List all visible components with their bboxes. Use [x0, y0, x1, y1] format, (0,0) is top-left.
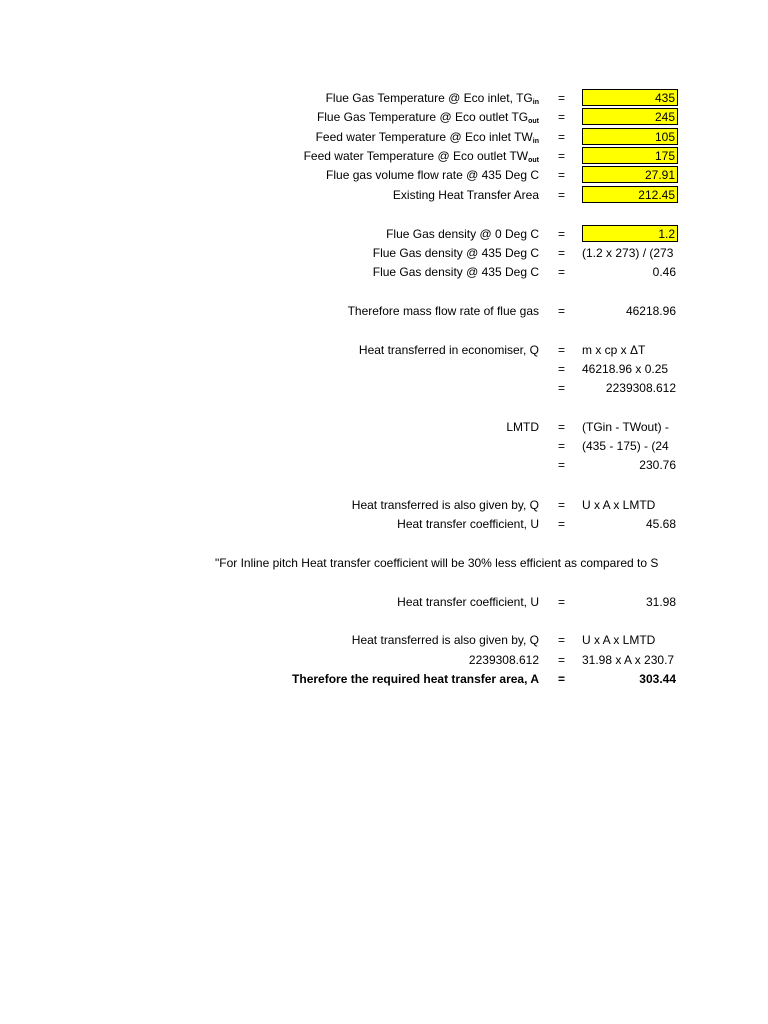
label-feed-water-temp-outlet: Feed water Temperature @ Eco outlet $TW_{out}$ — [303, 149, 539, 164]
label-mass-flow-rate: Therefore mass flow rate of flue gas — [347, 304, 539, 318]
equals-sign: = — [558, 130, 566, 144]
label-existing-heat-transfer-area: Existing Heat Transfer Area — [392, 188, 539, 202]
equals-sign: = — [558, 595, 566, 609]
equals-sign: = — [558, 498, 566, 512]
equals-sign: = — [558, 672, 566, 686]
label-flue-gas-temp-outlet: Flue Gas Temperature @ Eco outlet $TG_{out}$ — [316, 110, 539, 125]
equals-sign: = — [558, 188, 566, 202]
row-flue-gas-volume-flow — [0, 165, 768, 185]
row-heat-transferred-formula — [0, 340, 768, 360]
row-heat-q-ual-2 — [0, 630, 768, 650]
cell-lmtd-formula[interactable]: (TGin - TWout) - — [582, 420, 669, 434]
equals-sign: = — [558, 304, 566, 318]
cell-mass-flow-rate[interactable]: 46218.96 — [625, 304, 676, 318]
label-heat-transferred-also: Heat transferred is also given by, Q — [351, 633, 539, 647]
label-heat-transferred: Heat transferred in economiser, Q — [358, 343, 539, 357]
input-cell-flue-gas-temp-outlet[interactable]: 245 — [582, 108, 678, 125]
equals-sign: = — [558, 246, 566, 260]
label-heat-transfer-coefficient: Heat transfer coefficient, U — [397, 517, 539, 531]
cell-heat-transfer-coefficient[interactable]: 45.68 — [645, 517, 676, 531]
cell-density-formula[interactable]: (1.2 x 273) / (273 — [582, 246, 674, 260]
inline-pitch-note[interactable]: "For Inline pitch Heat transfer coefficient will be 30% less efficient as compared to S — [215, 556, 659, 570]
equals-sign: = — [558, 149, 566, 163]
cell-required-area[interactable]: 303.44 — [639, 672, 676, 686]
label-required-area: Therefore the required heat transfer area, A — [292, 672, 539, 686]
equals-sign: = — [558, 362, 566, 376]
row-heat-transferred-substitution — [0, 359, 768, 379]
cell-lmtd-result[interactable]: 230.76 — [639, 458, 676, 472]
cell-uxaxlmtd[interactable]: U x A x LMTD — [582, 498, 656, 512]
equals-sign: = — [558, 91, 566, 105]
equals-sign: = — [558, 343, 566, 357]
equals-sign: = — [558, 420, 566, 434]
row-feed-water-temp-inlet — [0, 127, 768, 147]
row-mass-flow-rate — [0, 301, 768, 321]
input-cell-feed-water-temp-inlet[interactable]: 105 — [582, 128, 678, 145]
row-feed-water-temp-outlet — [0, 146, 768, 166]
equals-sign: = — [558, 227, 566, 241]
label-heat-transfer-coefficient: Heat transfer coefficient, U — [397, 595, 539, 609]
cell-area-substitution[interactable]: 31.98 x A x 230.7 — [582, 653, 675, 667]
equals-sign: = — [558, 381, 566, 395]
cell-heat-formula[interactable]: m x cp x ΔT — [582, 343, 646, 357]
cell-adjusted-coefficient[interactable]: 31.98 — [645, 595, 676, 609]
row-heat-transfer-coefficient — [0, 514, 768, 534]
row-heat-q-ual — [0, 495, 768, 515]
label-flue-gas-temp-inlet: Flue Gas Temperature @ Eco inlet, $TG_{in}$ — [325, 91, 539, 106]
cell-heat-substitution[interactable]: 46218.96 x 0.25 — [582, 362, 669, 376]
cell-lmtd-substitution[interactable]: (435 - 175) - (24 — [582, 439, 669, 453]
label-q-value: 2239308.612 — [468, 653, 539, 667]
row-adjusted-coefficient — [0, 592, 768, 612]
label-flue-gas-density-0c: Flue Gas density @ 0 Deg C — [386, 227, 539, 241]
equals-sign: = — [558, 458, 566, 472]
row-existing-heat-transfer-area — [0, 185, 768, 205]
label-flue-gas-density-435c: Flue Gas density @ 435 Deg C — [372, 246, 539, 260]
label-heat-transferred-also: Heat transferred is also given by, Q — [351, 498, 539, 512]
row-lmtd-substitution — [0, 436, 768, 456]
equals-sign: = — [558, 265, 566, 279]
equals-sign: = — [558, 653, 566, 667]
row-flue-gas-density-0c — [0, 224, 768, 244]
equals-sign: = — [558, 168, 566, 182]
equals-sign: = — [558, 517, 566, 531]
cell-density-result[interactable]: 0.46 — [652, 265, 676, 279]
row-lmtd-formula — [0, 417, 768, 437]
row-inline-pitch-note — [0, 553, 768, 573]
label-lmtd: LMTD — [506, 420, 539, 434]
equals-sign: = — [558, 439, 566, 453]
equals-sign: = — [558, 110, 566, 124]
label-flue-gas-volume-flow: Flue gas volume flow rate @ 435 Deg C — [326, 168, 539, 182]
cell-uxaxlmtd[interactable]: U x A x LMTD — [582, 633, 656, 647]
row-flue-gas-temp-outlet — [0, 107, 768, 127]
equals-sign: = — [558, 633, 566, 647]
row-flue-gas-density-result — [0, 262, 768, 282]
row-required-area — [0, 669, 768, 689]
input-cell-flue-gas-temp-inlet[interactable]: 435 — [582, 89, 678, 106]
input-cell-flue-gas-volume-flow[interactable]: 27.91 — [582, 166, 678, 183]
row-heat-transferred-result — [0, 378, 768, 398]
input-cell-existing-heat-transfer-area[interactable]: 212.45 — [582, 186, 678, 203]
row-lmtd-result — [0, 455, 768, 475]
label-flue-gas-density-435c: Flue Gas density @ 435 Deg C — [372, 265, 539, 279]
cell-heat-result[interactable]: 2239308.612 — [605, 381, 676, 395]
row-area-substitution — [0, 650, 768, 670]
row-flue-gas-temp-inlet — [0, 88, 768, 108]
label-feed-water-temp-inlet: Feed water Temperature @ Eco inlet $TW_{in}$ — [315, 130, 539, 145]
input-cell-flue-gas-density-0c[interactable]: 1.2 — [582, 225, 678, 242]
row-flue-gas-density-formula — [0, 243, 768, 263]
input-cell-feed-water-temp-outlet[interactable]: 175 — [582, 147, 678, 164]
